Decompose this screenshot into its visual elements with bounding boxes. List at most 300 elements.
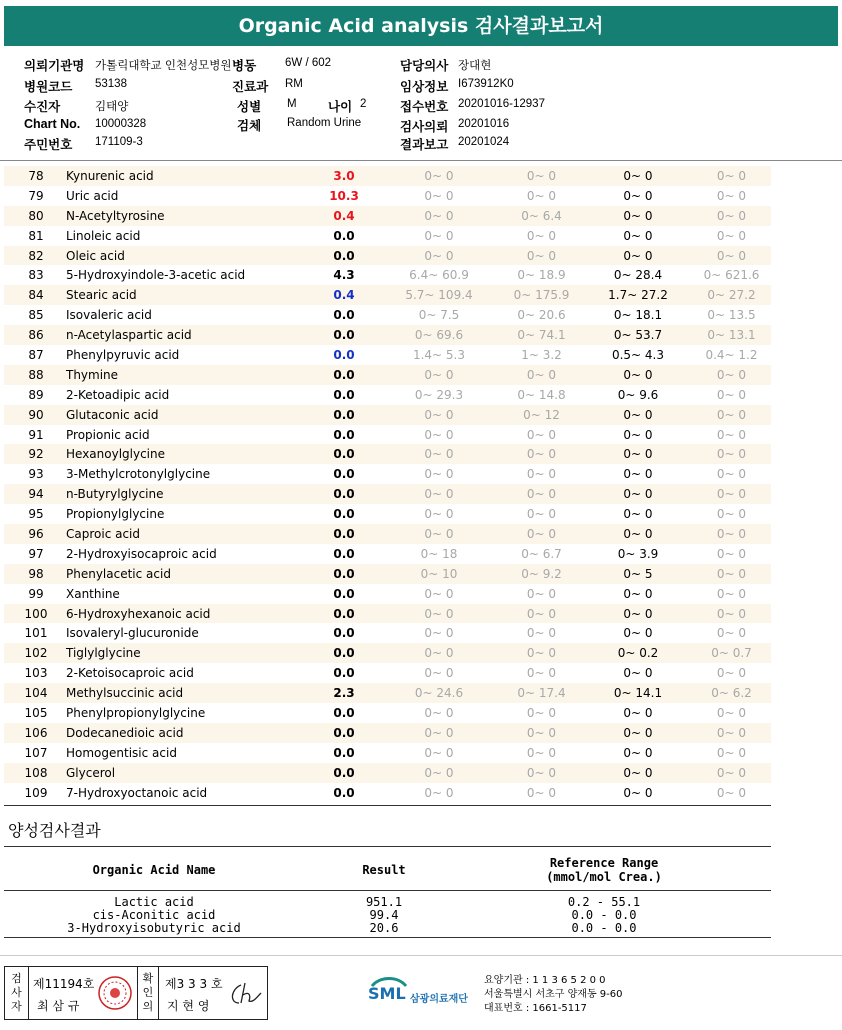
reference-range-2: 0~ 0: [526, 447, 557, 462]
signature-box: [4, 966, 268, 1020]
patient-label: 수진자: [24, 100, 61, 114]
table-row: [4, 325, 771, 345]
table-row: [4, 365, 771, 385]
reference-range-2: 0~ 0: [526, 646, 557, 661]
table-row: [4, 683, 771, 703]
reference-range-1: 0~ 18: [420, 546, 458, 561]
specimen-label: 검체: [237, 119, 262, 133]
reference-range-2: 0~ 0: [526, 626, 557, 641]
reference-range-2: 0~ 0: [526, 507, 557, 522]
row-number: 107: [24, 745, 48, 760]
table-row: [4, 584, 771, 604]
reference-range-2: 0~ 0: [526, 785, 557, 800]
reference-range-3: 0~ 0: [623, 527, 653, 542]
result-value: 0.0: [333, 328, 355, 343]
acid-name: Caproic acid: [66, 527, 141, 542]
reference-range-2: 0~ 0: [526, 666, 557, 681]
confirmer-number: 제3 3 3 호: [165, 977, 223, 991]
sml-logo-subtitle: 삼광의료재단: [410, 994, 468, 1005]
acid-name: Tiglylglycine: [66, 646, 141, 661]
reference-range-3: 0~ 28.4: [613, 268, 663, 283]
table-row: [4, 743, 771, 763]
row-number: 101: [24, 626, 48, 641]
reference-range-2: 0~ 0: [526, 487, 557, 502]
reference-range-3: 0~ 0: [623, 785, 653, 800]
acid-name: Isovaleric acid: [66, 308, 152, 323]
reference-range-2: 0~ 0: [526, 188, 557, 203]
reference-range-4: 0~ 0.7: [711, 646, 752, 661]
doctor-value: 장대현: [458, 60, 492, 72]
reference-range-3: 0~ 0: [623, 228, 653, 243]
reference-range-3: 0~ 0: [623, 507, 653, 522]
reference-range-3: 0~ 53.7: [613, 328, 663, 343]
reference-range-4: 0~ 0: [716, 586, 747, 601]
table-row: [4, 305, 771, 325]
request-label: 검사의뢰: [400, 120, 449, 134]
reference-range-1: 0~ 0: [424, 447, 454, 462]
col-reference-unit: (mmol/mol Crea.): [546, 870, 662, 884]
reference-range-4: 0~ 0: [716, 208, 747, 223]
table-row: [4, 444, 771, 464]
row-number: 102: [24, 646, 48, 661]
reference-range-1: 0~ 10: [420, 566, 458, 581]
reference-range-2: 0~ 0: [526, 725, 557, 740]
row-number: 96: [28, 527, 44, 542]
result-value: 0.0: [333, 407, 355, 422]
reference-range-1: 0~ 29.3: [414, 387, 464, 402]
result-value: 0.0: [333, 725, 355, 740]
reference-range-2: 0~ 0: [526, 706, 557, 721]
row-number: 82: [28, 248, 44, 263]
reference-range-4: 0~ 13.5: [707, 308, 756, 323]
reference-range-3: 0~ 0: [623, 208, 653, 223]
footer-divider: [0, 955, 842, 956]
reference-range-2: 0~ 12: [523, 407, 560, 422]
reference-range-4: 0~ 0: [716, 606, 747, 621]
clinical-value: I673912K0: [458, 78, 514, 90]
positive-acid-name: cis-Aconitic acid: [92, 908, 216, 922]
reference-range-1: 0~ 0: [424, 169, 454, 183]
reference-range-2: 0~ 17.4: [517, 686, 566, 701]
result-value: 0.0: [333, 507, 355, 522]
result-value: 4.3: [333, 268, 355, 283]
seal-icon: [97, 975, 133, 1011]
reference-range-2: 0~ 18.9: [517, 268, 566, 283]
reference-range-4: 0~ 621.6: [703, 268, 760, 283]
clinical-label: 임상정보: [400, 80, 449, 94]
reference-range-2: 0~ 0: [526, 586, 557, 601]
age-value: 2: [360, 98, 367, 110]
table-row: [4, 226, 771, 246]
acid-name: Stearic acid: [66, 288, 137, 303]
acid-name: Uric acid: [66, 188, 119, 203]
result-value: 0.0: [333, 606, 355, 621]
positive-acid-name: 3-Hydroxyisobutyric acid: [67, 921, 241, 935]
table-row: [4, 405, 771, 425]
reference-range-4: 0~ 0: [716, 765, 747, 780]
acid-name: Thymine: [66, 367, 119, 382]
row-number: 95: [28, 507, 44, 522]
table-row: [4, 703, 771, 723]
reference-range-4: 0~ 0: [716, 367, 747, 382]
result-value: 10.3: [329, 188, 359, 203]
acid-name: Homogentisic acid: [66, 745, 177, 760]
col-result: Result: [362, 863, 406, 877]
result-value: 0.0: [333, 348, 355, 363]
positive-row: [4, 921, 771, 934]
row-number: 105: [24, 706, 48, 721]
doctor-label: 담당의사: [400, 59, 449, 73]
acid-name: 2-Ketoisocaproic acid: [66, 666, 194, 681]
reference-range-2: 0~ 6.4: [521, 208, 562, 223]
row-number: 88: [28, 367, 44, 382]
reference-range-4: 0~ 0: [716, 666, 747, 681]
reference-range-4: 0~ 0: [716, 248, 747, 263]
reference-range-4: 0~ 0: [716, 745, 747, 760]
acid-name: Hexanoylglycine: [66, 447, 166, 462]
row-number: 86: [28, 328, 44, 343]
reference-range-1: 0~ 0: [424, 507, 454, 522]
reference-range-4: 0~ 0: [716, 447, 747, 462]
chart-label: Chart No.: [24, 117, 81, 131]
reference-range-1: 0~ 0: [424, 367, 454, 382]
receipt-label: 접수번호: [400, 100, 449, 114]
table-row: [4, 623, 771, 643]
result-value: 0.0: [333, 248, 355, 263]
reference-range-1: 0~ 0: [424, 248, 454, 263]
acid-name: Oleic acid: [66, 248, 125, 263]
reference-range-4: 0~ 0: [716, 527, 747, 542]
col-organic-acid-name: Organic Acid Name: [92, 863, 216, 877]
row-number: 97: [28, 546, 44, 561]
reference-range-1: 0~ 0: [424, 188, 454, 203]
acid-name: n-Acetylaspartic acid: [66, 328, 192, 343]
row-number: 84: [28, 288, 44, 303]
reference-range-4: 0~ 0: [716, 507, 747, 522]
reference-range-3: 0~ 3.9: [617, 546, 659, 561]
result-value: 0.0: [333, 228, 355, 243]
reference-range-4: 0~ 0: [716, 228, 747, 243]
reference-range-1: 0~ 0: [424, 228, 454, 243]
reference-range-1: 6.4~ 60.9: [409, 268, 469, 283]
reference-range-4: 0~ 0: [716, 427, 747, 442]
hospital-code-value: 53138: [95, 78, 127, 90]
reference-range-3: 0~ 0: [623, 169, 653, 183]
report-label: 결과보고: [400, 138, 449, 152]
positive-result: 951.1: [365, 895, 403, 909]
row-number: 81: [28, 228, 44, 243]
reference-range-2: 0~ 0: [526, 367, 557, 382]
positive-acid-name: Lactic acid: [114, 895, 194, 909]
reference-range-1: 0~ 0: [424, 745, 454, 760]
result-value: 0.4: [333, 288, 355, 303]
acid-name: 3-Methylcrotonylglycine: [66, 467, 211, 482]
result-value: 0.0: [333, 467, 355, 482]
acid-name: Linoleic acid: [66, 228, 141, 243]
table-row: [4, 504, 771, 524]
inspector-vertical-label: 검 사 자: [5, 967, 29, 1019]
patient-value: 김태양: [95, 101, 129, 113]
result-value: 0.0: [333, 706, 355, 721]
reference-range-4: 0.4~ 1.2: [705, 348, 758, 363]
acid-name: Phenylacetic acid: [66, 566, 171, 581]
reference-range-4: 0~ 0: [716, 706, 747, 721]
positive-row: [4, 895, 771, 908]
acid-name: 7-Hydroxyoctanoic acid: [66, 785, 208, 800]
reference-range-1: 0~ 0: [424, 427, 454, 442]
reference-range-2: 0~ 0: [526, 745, 557, 760]
col-reference-range: Reference Range: [549, 856, 659, 870]
reference-range-4: 0~ 27.2: [707, 288, 756, 303]
reference-range-1: 5.7~ 109.4: [405, 288, 473, 303]
reference-range-3: 0~ 0: [623, 467, 653, 482]
table-row: [4, 643, 771, 663]
row-number: 89: [28, 387, 44, 402]
row-number: 92: [28, 447, 44, 462]
chart-value: 10000328: [95, 118, 147, 130]
lab-address: [484, 974, 623, 1016]
reference-range-2: 0~ 0: [526, 427, 557, 442]
acid-name: 2-Hydroxyisocaproic acid: [66, 546, 217, 561]
positive-row: [4, 908, 771, 921]
row-number: 85: [28, 308, 44, 323]
row-number: 87: [28, 348, 44, 363]
dept-label: 진료과: [232, 80, 269, 94]
reference-range-3: 0~ 9.6: [617, 387, 659, 402]
inspector-number: 제11194호: [33, 977, 95, 991]
table-row: [4, 663, 771, 683]
result-value: 3.0: [333, 169, 355, 183]
reference-range-2: 0~ 20.6: [517, 308, 566, 323]
reference-range-2: 0~ 0: [526, 467, 557, 482]
reference-range-3: 0~ 0: [623, 248, 653, 263]
reference-range-2: 0~ 175.9: [513, 288, 570, 303]
reference-range-1: 0~ 0: [424, 706, 454, 721]
resident-label: 주민번호: [24, 138, 73, 152]
result-value: 2.3: [333, 686, 355, 701]
ward-label: 병동: [232, 59, 257, 73]
row-number: 79: [28, 188, 44, 203]
acid-name: N-Acetyltyrosine: [66, 208, 165, 223]
result-table: [4, 166, 771, 803]
reference-range-1: 0~ 0: [424, 487, 454, 502]
reference-range-2: 0~ 9.2: [521, 566, 562, 581]
table-row: [4, 564, 771, 584]
table-row: [4, 763, 771, 783]
table-row: [4, 484, 771, 504]
table-row: [4, 425, 771, 445]
table-row: [4, 166, 771, 186]
result-value: 0.0: [333, 745, 355, 760]
reference-range-2: 0~ 14.8: [517, 387, 566, 402]
result-value: 0.0: [333, 367, 355, 382]
row-number: 109: [24, 785, 48, 800]
acid-name: Glycerol: [66, 765, 116, 780]
result-value: 0.0: [333, 546, 355, 561]
acid-name: Propionic acid: [66, 427, 150, 442]
result-value: 0.0: [333, 308, 355, 323]
table-row: [4, 524, 771, 544]
reference-range-4: 0~ 0: [716, 407, 747, 422]
reference-range-3: 0~ 18.1: [613, 308, 663, 323]
table-row: [4, 186, 771, 206]
reference-range-4: 0~ 0: [716, 387, 747, 402]
reference-range-3: 0~ 0.2: [617, 646, 659, 661]
acid-name: Xanthine: [66, 586, 120, 601]
acid-name: Phenylpropionylglycine: [66, 706, 206, 721]
positive-result: 20.6: [369, 921, 399, 935]
row-number: 100: [24, 606, 48, 621]
reference-range-3: 0~ 0: [623, 706, 653, 721]
reference-range-1: 0~ 0: [424, 785, 454, 800]
reference-range-4: 0~ 0: [716, 725, 747, 740]
reference-range-3: 0~ 0: [623, 725, 653, 740]
acid-name: 5-Hydroxyindole-3-acetic acid: [66, 268, 246, 283]
result-value: 0.0: [333, 785, 355, 800]
row-number: 106: [24, 725, 48, 740]
lab-code: 요양기관 : 1 1 3 6 5 2 0 0: [484, 975, 606, 986]
reference-range-1: 0~ 0: [424, 666, 454, 681]
acid-name: 2-Ketoadipic acid: [66, 387, 170, 402]
reference-range-1: 0~ 0: [424, 646, 454, 661]
reference-range-4: 0~ 0: [716, 785, 747, 800]
row-number: 98: [28, 566, 44, 581]
reference-range-2: 0~ 0: [526, 606, 557, 621]
reference-range-2: 0~ 0: [526, 228, 557, 243]
positive-reference: 0.2 - 55.1: [567, 895, 641, 909]
reference-range-3: 0~ 0: [623, 586, 653, 601]
table-row: [4, 544, 771, 564]
reference-range-1: 0~ 0: [424, 208, 454, 223]
reference-range-1: 1.4~ 5.3: [412, 348, 466, 363]
reference-range-1: 0~ 0: [424, 407, 454, 422]
row-number: 78: [28, 169, 44, 183]
reference-range-2: 0~ 0: [526, 765, 557, 780]
acid-name: Glutaconic acid: [66, 407, 159, 422]
result-value: 0.0: [333, 487, 355, 502]
positive-table-header: [4, 847, 771, 891]
resident-value: 171109-3: [95, 136, 143, 148]
age-label: 나이: [328, 100, 353, 114]
report-value: 20201024: [458, 136, 510, 148]
result-value: 0.0: [333, 566, 355, 581]
reference-range-3: 0~ 0: [623, 407, 653, 422]
acid-name: n-Butyrylglycine: [66, 487, 164, 502]
reference-range-2: 1~ 3.2: [521, 348, 562, 363]
table-row: [4, 604, 771, 624]
table-bottom-line: [4, 805, 771, 806]
positive-result: 99.4: [369, 908, 399, 922]
reference-range-3: 0~ 0: [623, 666, 653, 681]
report-title-banner: Organic Acid analysis 검사결과보고서: [4, 6, 838, 46]
row-number: 80: [28, 208, 44, 223]
acid-name: Dodecanedioic acid: [66, 725, 184, 740]
acid-name: 6-Hydroxyhexanoic acid: [66, 606, 211, 621]
reference-range-4: 0~ 0: [716, 546, 747, 561]
reference-range-3: 0~ 0: [623, 427, 653, 442]
table-row: [4, 783, 771, 803]
positive-results-title: 양성검사결과: [8, 821, 101, 840]
row-number: 99: [28, 586, 44, 601]
lab-phone: 대표번호 : 1661-5117: [484, 1003, 587, 1014]
result-value: 0.0: [333, 527, 355, 542]
reference-range-3: 0~ 14.1: [613, 686, 663, 701]
sml-logo-text: SML: [368, 984, 406, 1003]
confirmer-vertical-label: 확 인 의: [137, 967, 159, 1019]
reference-range-1: 0~ 0: [424, 586, 454, 601]
reference-range-2: 0~ 0: [526, 248, 557, 263]
reference-range-1: 0~ 0: [424, 467, 454, 482]
reference-range-3: 0~ 0: [623, 606, 653, 621]
row-number: 90: [28, 407, 44, 422]
reference-range-3: 0~ 5: [623, 566, 653, 581]
request-value: 20201016: [458, 118, 510, 130]
positive-reference: 0.0 - 0.0: [571, 921, 637, 935]
result-value: 0.0: [333, 626, 355, 641]
result-value: 0.0: [333, 765, 355, 780]
specimen-value: Random Urine: [287, 117, 362, 129]
reference-range-1: 0~ 0: [424, 765, 454, 780]
signature-icon: [227, 981, 263, 1007]
row-number: 104: [24, 686, 48, 701]
table-row: [4, 385, 771, 405]
ward-value: 6W / 602: [285, 57, 332, 69]
acid-name: Propionylglycine: [66, 507, 165, 522]
confirmer-name: 지 현 영: [167, 999, 210, 1013]
table-row: [4, 345, 771, 365]
table-row: [4, 265, 771, 285]
inspector-name: 최 삼 규: [37, 999, 80, 1013]
reference-range-3: 0~ 0: [623, 367, 653, 382]
reference-range-3: 0.5~ 4.3: [611, 348, 665, 363]
reference-range-4: 0~ 0: [716, 566, 747, 581]
result-value: 0.0: [333, 427, 355, 442]
result-value: 0.4: [333, 208, 355, 223]
dept-value: RM: [285, 78, 303, 90]
reference-range-4: 0~ 13.1: [707, 328, 756, 343]
result-value: 0.0: [333, 387, 355, 402]
positive-reference: 0.0 - 0.0: [571, 908, 637, 922]
hospital-code-label: 병원코드: [24, 80, 73, 94]
header-divider: [0, 160, 842, 161]
reference-range-3: 0~ 0: [623, 487, 653, 502]
row-number: 103: [24, 666, 48, 681]
receipt-value: 20201016-12937: [458, 98, 545, 110]
table-row: [4, 246, 771, 266]
result-value: 0.0: [333, 666, 355, 681]
table-row: [4, 464, 771, 484]
row-number: 83: [28, 268, 44, 283]
acid-name: Methylsuccinic acid: [66, 686, 184, 701]
reference-range-1: 0~ 24.6: [414, 686, 464, 701]
sex-value: M: [287, 98, 297, 110]
result-value: 0.0: [333, 586, 355, 601]
result-value: 0.0: [333, 646, 355, 661]
acid-name: Phenylpyruvic acid: [66, 348, 180, 363]
reference-range-1: 0~ 0: [424, 725, 454, 740]
reference-range-2: 0~ 0: [526, 169, 557, 183]
sml-logo: [366, 974, 486, 1014]
result-value: 0.0: [333, 447, 355, 462]
reference-range-2: 0~ 0: [526, 527, 557, 542]
reference-range-3: 0~ 0: [623, 626, 653, 641]
reference-range-1: 0~ 7.5: [418, 308, 460, 323]
lab-street: 서울특별시 서초구 양재동 9-60: [484, 989, 623, 1000]
institution-value: 가톨릭대학교 인천성모병원: [95, 60, 232, 72]
reference-range-2: 0~ 6.7: [521, 546, 562, 561]
reference-range-1: 0~ 0: [424, 626, 454, 641]
institution-label: 의뢰기관명: [24, 59, 85, 73]
